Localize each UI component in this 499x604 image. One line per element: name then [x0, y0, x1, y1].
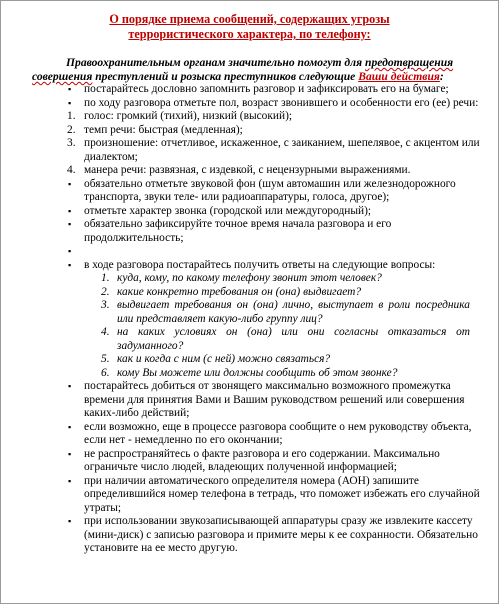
- item-text: постарайтесь добиться от звонящего максимально возможного промежутка времени для принятия Вами и Вашим руководством решений или совершения каких-либо действий;: [84, 380, 465, 419]
- item-text: по ходу разговора отметьте пол, возраст звонившего и особенности его (ее) речи:: [84, 96, 479, 109]
- item-text: манера речи: развязная, с издевкой, с нецензурными выражениями.: [84, 164, 411, 176]
- bullet-icon: ▪: [68, 205, 72, 216]
- question-text: какие конкретно требования он (она) выдвигает?: [117, 285, 362, 298]
- question-item: [1, 326, 498, 353]
- intro-paragraph: [32, 56, 480, 84]
- numbered-item: [1, 164, 498, 178]
- list-after: [1, 380, 498, 556]
- question-number: 5.: [101, 353, 110, 365]
- item-number: 1.: [67, 110, 76, 122]
- bullet-item: [1, 245, 498, 259]
- question-item: [1, 272, 498, 286]
- bullet-item: [1, 448, 498, 475]
- bullet-icon: ▪: [68, 448, 72, 459]
- bullet-item: [1, 205, 498, 219]
- title-line-1: О порядке приема сообщений, содержащих угрозы: [109, 12, 390, 26]
- question-number: 3.: [101, 299, 110, 311]
- bullet-item: [1, 97, 498, 111]
- bullet-icon: ▪: [68, 475, 72, 486]
- item-text: если возможно, еще в процессе разговора сообщите о нем руководству объекта, если нет - немедленно по его окончании;: [84, 420, 472, 446]
- bullet-icon: ▪: [68, 516, 72, 526]
- item-number: 4.: [67, 164, 76, 176]
- list-before: [1, 83, 498, 272]
- item-text: обязательно зафиксируйте точное время начала разговора и его продолжительность;: [84, 218, 392, 244]
- bullet-icon: ▪: [68, 381, 72, 391]
- document-body: [1, 83, 498, 556]
- item-text: обязательно отметьте звуковой фон (шум автомашин или железнодорожного транспорта, звуки теле- или радиоаппаратуры, голоса, другое);: [84, 177, 456, 203]
- question-item: [1, 299, 498, 326]
- question-item: [1, 367, 498, 381]
- bullet-item: [1, 259, 498, 273]
- bullet-item: [1, 218, 498, 245]
- question-item: [1, 286, 498, 300]
- intro-actions: Ваши действия: [358, 70, 440, 83]
- document-title: [1, 12, 498, 42]
- intro-underlined-1: предотвращения: [365, 56, 454, 69]
- bullet-item: [1, 515, 498, 556]
- question-number: 1.: [101, 272, 110, 284]
- bullet-icon: ▪: [68, 246, 72, 256]
- item-text: при использовании звукозаписывающей аппаратуры сразу же извлеките кассету (мини-диск) с записью разговора и примите меры к ее сохранности. Обязательно установите на ее место другую.: [84, 515, 478, 554]
- questions-list: [1, 272, 498, 380]
- intro-after: :: [439, 70, 444, 83]
- intro-underlined-2: совершения: [32, 70, 93, 83]
- item-text: не распространяйтесь о факте разговора и его содержании. Максимально ограничьте число людей, владеющих полученной информацией;: [84, 447, 440, 473]
- item-text: отметьте характер звонка (городской или междугородный);: [84, 204, 372, 217]
- question-text: как и когда с ним (с ней) можно связаться?: [117, 353, 331, 365]
- bullet-icon: ▪: [68, 259, 72, 270]
- bullet-item: [1, 421, 498, 448]
- item-text: голос: громкий (тихий), низкий (высокий);: [84, 110, 293, 122]
- item-text: при наличии автоматического определителя номера (АОН) запишите определившийся номер телефона в тетрадь, что поможет избежать его случайной утраты;: [84, 474, 480, 514]
- question-item: [1, 353, 498, 367]
- bullet-item: [1, 83, 498, 97]
- intro-before: Правоохранительным органам значительно помогут для: [66, 56, 366, 69]
- question-text: выдвигает требования он (она) лично, выступает в роли посредника или представляет какую-либо группу лиц?: [117, 299, 470, 325]
- title-line-2: террористического характера, по телефону:: [128, 27, 371, 41]
- intro-middle: преступлений и розыска преступников следующие: [92, 70, 359, 83]
- question-number: 6.: [101, 366, 110, 379]
- bullet-item: [1, 380, 498, 421]
- numbered-item: [1, 110, 498, 124]
- bullet-icon: ▪: [68, 84, 72, 94]
- question-text: кому Вы можете или должны сообщить об этом звонке?: [117, 366, 398, 379]
- bullet-item: [1, 178, 498, 205]
- bullet-item: [1, 475, 498, 516]
- question-text: на каких условиях он (она) или они согласны отказаться от задуманного?: [117, 326, 470, 352]
- bullet-icon: ▪: [68, 97, 72, 108]
- item-text: постарайтесь дословно запомнить разговор и зафиксировать его на бумаге;: [84, 83, 449, 95]
- question-text: куда, кому, по какому телефону звонит этот человек?: [117, 272, 382, 284]
- item-text: темп речи: быстрая (медленная);: [84, 123, 243, 136]
- bullet-icon: ▪: [68, 178, 72, 189]
- bullet-icon: ▪: [68, 219, 72, 229]
- item-number: 3.: [67, 137, 76, 149]
- bullet-icon: ▪: [68, 421, 72, 432]
- item-text: произношение: отчетливое, искаженное, с заиканием, шепелявое, с акцентом или диалектом;: [84, 137, 480, 163]
- numbered-item: [1, 137, 498, 164]
- item-text: в ходе разговора постарайтесь получить ответы на следующие вопросы:: [84, 258, 436, 271]
- item-number: 2.: [67, 123, 76, 136]
- question-number: 2.: [101, 285, 110, 298]
- question-number: 4.: [101, 326, 110, 338]
- numbered-item: [1, 124, 498, 138]
